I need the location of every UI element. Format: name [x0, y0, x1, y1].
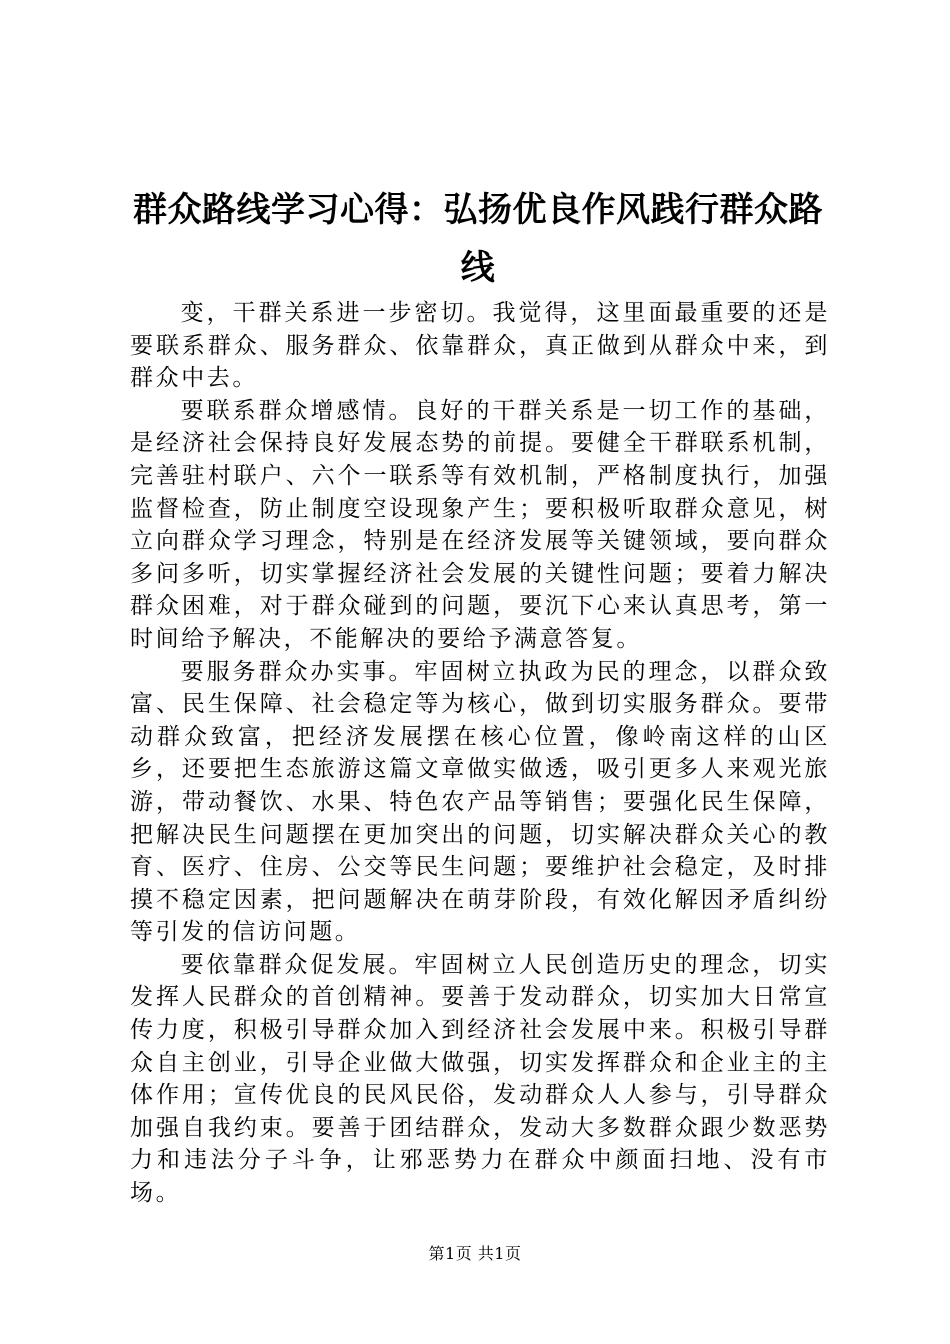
paragraph-serve-masses: 要服务群众办实事。牢固树立执政为民的理念，以群众致富、民生保障、社会稳定等为核心，做到切实服务群众。要带动群众致富，把经济发展摆在核心位置，像岭南这样的山区乡，还要把生态旅游这篇文章做实做透，吸引更多人来观光旅游，带动餐饮、水果、特色农产品等销售；要强化民生保障，把解决民生问题摆在更加突出的问题，切实解决群众关心的教育、医疗、住房、公交等民生问题；要维护社会稳定，及时排摸不稳定因素，把问题解决在萌芽阶段，有效化解因矛盾纠纷等引发的信访问题。 — [130, 658, 830, 946]
paragraph-intro: 变，干群关系进一步密切。我觉得，这里面最重要的还是要联系群众、服务群众、依靠群众，真正做到从群众中来，到群众中去。 — [130, 300, 830, 392]
document-body — [130, 297, 830, 1210]
paragraph-rely-on-masses: 要依靠群众促发展。牢固树立人民创造历史的理念，切实发挥人民群众的首创精神。要善于发动群众，切实加大日常宣传力度，积极引导群众加入到经济社会发展中来。积极引导群众自主创业，引导企业做大做强，切实发挥群众和企业主的主体作用；宣传优良的民风民俗，发动群众人人参与，引导群众加强自我约束。要善于团结群众，发动大多数群众跟少数恶势力和违法分子斗争，让邪恶势力在群众中颜面扫地、没有市场。 — [130, 951, 830, 1207]
page-footer: 第1页 共1页 — [428, 1244, 522, 1263]
paragraph-contact-masses: 要联系群众增感情。良好的干群关系是一切工作的基础，是经济社会保持良好发展态势的前提。要健全干群联系机制，完善驻村联户、六个一联系等有效机制，严格制度执行，加强监督检查，防止制度空设现象产生；要积极听取群众意见，树立向群众学习理念，特别是在经济发展等关键领域，要向群众多问多听，切实掌握经济社会发展的关键性问题；要着力解决群众困难，对于群众碰到的问题，要沉下心来认真思考，第一时间给予解决，不能解决的要给予满意答复。 — [130, 397, 830, 652]
document-title: 群众路线学习心得：弘扬优良作风践行群众路线 — [133, 190, 823, 288]
